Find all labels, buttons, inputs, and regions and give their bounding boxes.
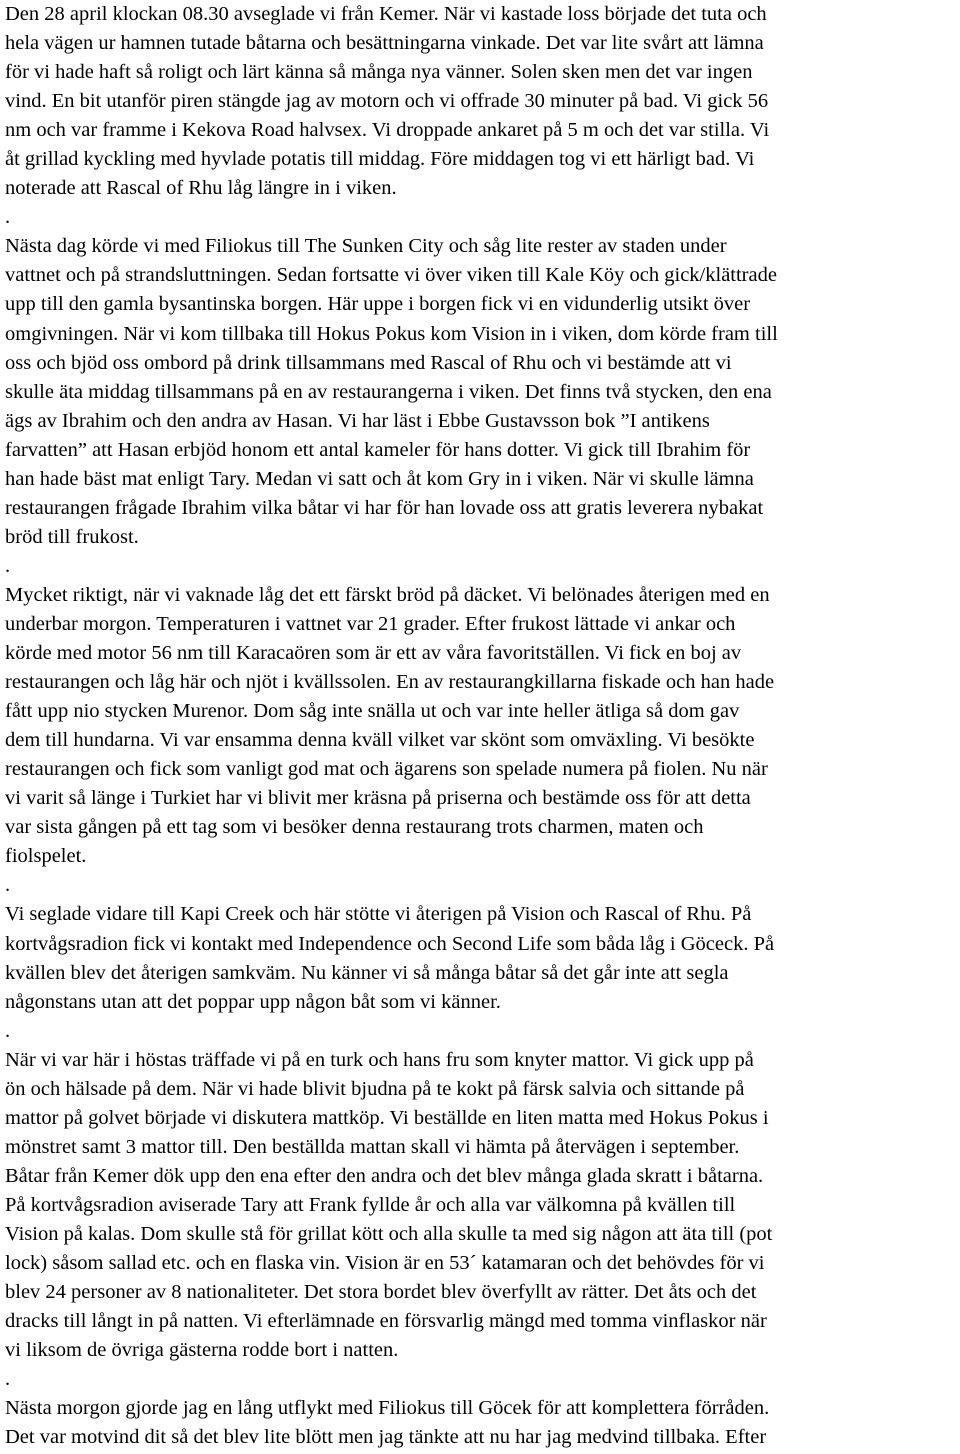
text-line: för vi hade haft så roligt och lärt känna så många nya vänner. Solen sken men det var ingen (5, 61, 753, 84)
text-line: Vision på kalas. Dom skulle stå för grillat kött och alla skulle ta med sig någon att äta till (pot (5, 1222, 773, 1245)
text-line: Nästa morgon gjorde jag en lång utflykt med Filiokus till Göcek för att komplettera förråden. (5, 1397, 770, 1420)
paragraph-separator: . (5, 874, 11, 897)
text-line: lock) såsom sallad etc. och en flaska vin. Vision är en 53´ katamaran och det behövdes för vi (5, 1252, 765, 1275)
text-line: dem till hundarna. Vi var ensamma denna kväll vilket var skönt som omväxling. Vi besökte (5, 729, 755, 752)
text-line: ön och hälsade på dem. När vi hade blivit bjudna på te kokt på färsk salvia och sittande på (5, 1077, 745, 1100)
paragraph-separator: . (5, 1368, 11, 1391)
paragraph-separator: . (5, 554, 11, 577)
text-line: restaurangen och låg här och njöt i kvällssolen. En av restaurangkillarna fiskade och han hade (5, 671, 775, 694)
text-line: fått upp nio stycken Murenor. Dom såg inte snälla ut och var inte heller ätliga så dom gav (5, 700, 740, 723)
text-line: restaurangen och fick som vanligt god mat och ägarens son spelade numera på fiolen. Nu när (5, 758, 768, 781)
text-line: någonstans utan att det poppar upp någon båt som vi känner. (5, 990, 501, 1013)
text-line: vind. En bit utanför piren stängde jag av motorn och vi offrade 30 minuter på bad. Vi gick 56 (5, 90, 769, 113)
text-line: bröd till frukost. (5, 525, 139, 548)
text-line: restaurangen frågade Ibrahim vilka båtar vi har för han lovade oss att gratis leverera nybakat (5, 496, 764, 519)
text-line: kortvågsradion fick vi kontakt med Independence och Second Life som båda låg i Göceck. På (5, 932, 775, 955)
text-line: underbar morgon. Temperaturen i vattnet var 21 grader. Efter frukost lättade vi ankar och (5, 612, 736, 635)
text-line: kvällen blev det återigen samkväm. Nu känner vi så många båtar så det går inte att segla (5, 961, 729, 984)
text-line: vattnet och på strandsluttningen. Sedan fortsatte vi över viken till Kale Köy och gick/klättrade (5, 264, 777, 287)
document-page (5, 0, 957, 1452)
text-line: Nästa dag körde vi med Filiokus till The Sunken City och såg lite rester av staden under (5, 235, 727, 258)
text-line: Den 28 april klockan 08.30 avseglade vi från Kemer. När vi kastade loss började det tuta och (5, 3, 767, 25)
text-line: fiolspelet. (5, 845, 87, 868)
text-line: Vi seglade vidare till Kapi Creek och här stötte vi återigen på Vision och Rascal of Rhu. På (5, 903, 752, 926)
text-line: nm och var framme i Kekova Road halvsex. Vi droppade ankaret på 5 m och det var stilla. Vi (5, 119, 770, 142)
text-line: Båtar från Kemer dök upp den ena efter den andra och det blev många glada skratt i båtarna. (5, 1164, 764, 1187)
text-line: körde med motor 56 nm till Karacaören som är ett av våra favoritställen. Vi fick en boj av (5, 642, 742, 665)
text-line: blev 24 personer av 8 nationaliteter. Det stora bordet blev överfyllt av rätter. Det åts och det (5, 1281, 757, 1304)
paragraph-separator: . (5, 206, 11, 229)
paragraph-separator: . (5, 1019, 11, 1042)
text-line: hela vägen ur hamnen tutade båtarna och besättningarna vinkade. Det var lite svårt att lämna (5, 32, 764, 55)
text-line: Mycket riktigt, när vi vaknade låg det ett färskt bröd på däcket. Vi belönades återigen med en (5, 583, 770, 606)
text-line: oss och bjöd oss ombord på drink tillsammans med Rascal of Rhu och vi bestämde att vi (5, 351, 732, 374)
text-line: ägs av Ibrahim och den andra av Hasan. Vi har läst i Ebbe Gustavsson bok ”I antikens (5, 409, 710, 432)
text-line: skulle äta middag tillsammans på en av restaurangerna i viken. Det finns två stycken, den ena (5, 380, 772, 403)
text-line: Det var motvind dit så det blev lite blött men jag tänkte att nu har jag medvind tillbaka. Efter (5, 1426, 767, 1449)
text-line: På kortvågsradion aviserade Tary att Frank fyllde år och alla var välkomna på kvällen till (5, 1193, 736, 1216)
text-line: var sista gången på ett tag som vi besöker denna restaurang trots charmen, maten och (5, 816, 704, 839)
text-line: åt grillad kyckling med hyvlade potatis till middag. Före middagen tog vi ett härligt bad. Vi (5, 148, 755, 171)
text-line: mönstret samt 3 mattor till. Den beställda mattan skall vi hämta på återvägen i september. (5, 1135, 740, 1158)
text-line: han hade bäst mat enligt Tary. Medan vi satt och åt kom Gry in i viken. När vi skulle lämna (5, 467, 754, 490)
text-line: farvatten” att Hasan erbjöd honom ett antal kameler för hans dotter. Vi gick till Ibrahim för (5, 438, 751, 461)
text-line: omgivningen. När vi kom tillbaka till Hokus Pokus kom Vision in i viken, dom körde fram till (5, 322, 778, 345)
text-line: vi liksom de övriga gästerna rodde bort i natten. (5, 1339, 399, 1362)
text-line: dracks till långt in på natten. Vi efterlämnade en försvarlig mängd med tomma vinflaskor när (5, 1310, 767, 1333)
text-line: noterade att Rascal of Rhu låg längre in i viken. (5, 177, 397, 200)
text-line: När vi var här i höstas träffade vi på en turk och hans fru som knyter mattor. Vi gick upp på (5, 1048, 754, 1071)
text-line: vi varit så länge i Turkiet har vi blivit mer kräsna på priserna och bestämde oss för att detta (5, 787, 751, 810)
text-line: mattor på golvet började vi diskutera mattköp. Vi beställde en liten matta med Hokus Pokus i (5, 1106, 769, 1129)
text-line: upp till den gamla bysantinska borgen. Här uppe i borgen fick vi en vidunderlig utsikt över (5, 293, 751, 316)
